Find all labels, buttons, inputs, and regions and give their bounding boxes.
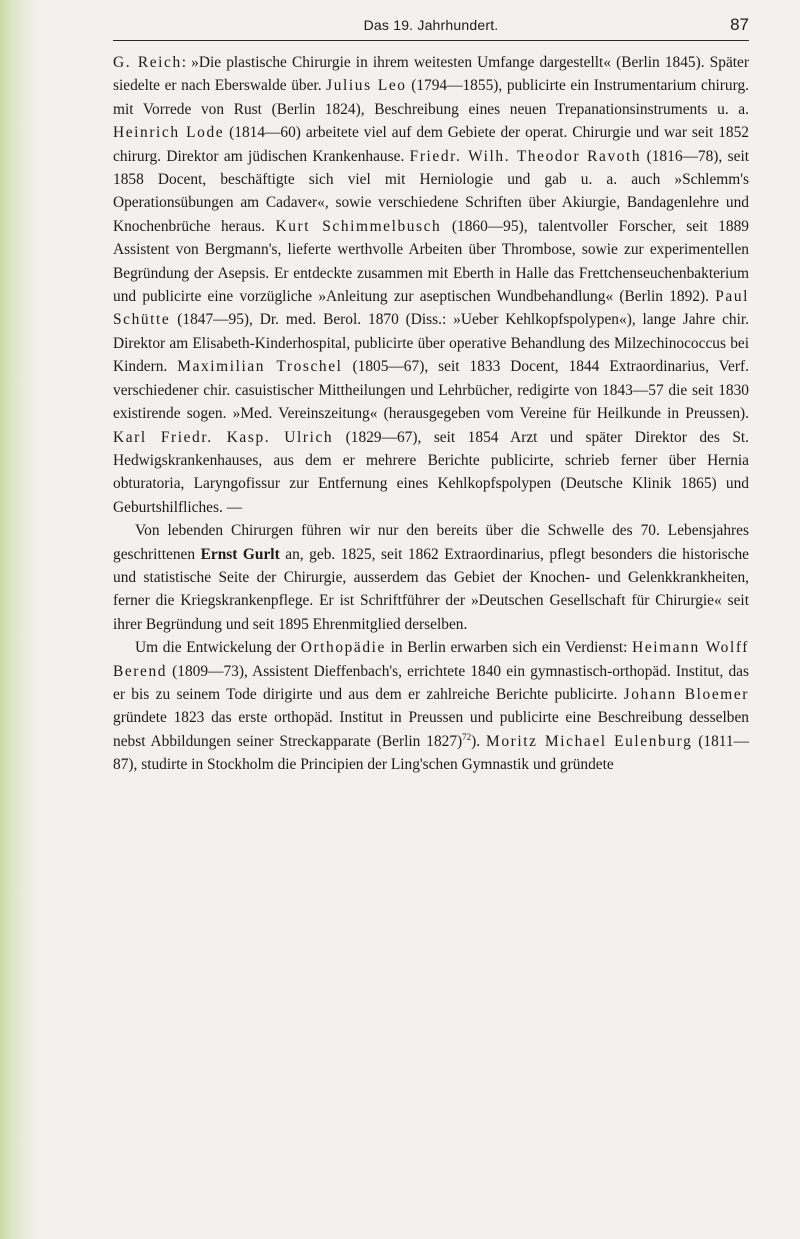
person-name: Kurt Schimmelbusch (275, 217, 442, 235)
person-name: Paul Schütte (113, 288, 749, 329)
person-name: Maximilian Troschel (177, 358, 343, 376)
paragraph-2 (113, 519, 749, 636)
text-run: (1814—60) arbeitete viel auf dem Gebiete der operat. Chirurgie und war seit 1852 chirurg. Direktor am jüdischen Krankenhause. (113, 124, 750, 165)
text-run: (1847—95), Dr. med. Berol. 1870 (Diss.: »Ueber Kehlkopfspolypen«), lange Jahre chir. Direktor am Elisabeth-Kinderhospital, publicirte über operative Behandlung des Milzechinococcus bei Kindern. (113, 311, 749, 376)
text-run: Um die Entwickelung der (135, 639, 301, 657)
text-run: (1811—87), studirte in Stockholm die Principien der Ling'schen Gymnastik und gründete (113, 732, 749, 774)
paragraph-3 (113, 636, 749, 776)
person-name: Julius Leo (326, 77, 407, 95)
text-run: Von lebenden Chirurgen führen wir nur den bereits über die Schwelle des 70. Lebensjahres geschrittenen (113, 522, 749, 563)
running-title: Das 19. Jahrhundert. (363, 17, 499, 33)
text-run: (1829—67), seit 1854 Arzt und später Direktor des St. Hedwigskrankenhauses, aus dem er mehrere Berichte publicirte, schrieb ferner über Hernia obturatoria, Laryngofissur zur Entfernung eines Kehlkopfspolypen (Deutsche Klinik 1865) und Geburtshilfliches. — (113, 428, 749, 516)
text-run: (1809—73), Assistent Dieffenbach's, errichtete 1840 ein gymnastisch-orthopäd. Institut, das er bis zu seinem Tode dirigirte und aus dem er zahlreiche Berichte publicirte. (113, 662, 749, 703)
book-page (113, 16, 749, 777)
text-run: ). (471, 732, 487, 750)
text-run: (1860—95), talentvoller Forscher, seit 1889 Assistent von Bergmann's, lieferte werthvolle Arbeiten über Thrombose, sowie zur experimentellen Begründung der Asepsis. Er entdeckte zusammen mit Eberth in Halle das Frettchenseuchenbakterium und publicirte eine vorzügliche »Anleitung zur aseptischen Wundbehandlung« (Berlin 1892). (113, 217, 749, 306)
text-run: (1794—1855), publicirte ein Instrumentarium chirurg. mit Vorrede von Rust (Berlin 1824), Beschreibung eines neuen Trepanationsinstruments u. a. (113, 77, 749, 118)
text-run: an, geb. 1825, seit 1862 Extraordinarius, pflegt besonders die historische und statistische Seite der Chirurgie, ausserdem das Gebiet der Knochen- und Gelenkkrankheiten, ferner die Kriegskrankenpflege. Er ist Schriftführer der »Deutschen Gesellschaft für Chirurgie« seit ihrer Begründung und seit 1895 Ehrenmitglied derselben. (113, 545, 749, 633)
person-name: G. Reich (113, 54, 182, 71)
text-run: in Berlin erwarben sich ein Verdienst: (385, 639, 633, 657)
footnote-ref: 72 (462, 731, 472, 742)
person-name: Friedr. Wilh. Theodor Ravoth (409, 147, 642, 165)
text-run: gründete 1823 das erste orthopäd. Institut in Preussen und publicirte eine Beschreibung desselben nebst Abbildungen seiner Streckapparate (Berlin 1827) (113, 709, 749, 750)
person-name: Heinrich Lode (113, 124, 225, 142)
text-run: (1816—78), seit 1858 Docent, beschäftigte sich viel mit Herniologie und gab u. a. auch »Schlemm's Operationsübungen am Cadaver«, sowie verschiedene Schriften über Akiurgie, Bandagenlehre und Knochenbrüche heraus. (113, 147, 750, 235)
person-name: Orthopädie (300, 639, 386, 657)
body-text (113, 51, 749, 777)
person-name: Karl Friedr. Kasp. Ulrich (113, 428, 334, 446)
person-name: Moritz Michael Eulenburg (486, 732, 693, 750)
paragraph-1 (113, 51, 749, 519)
person-name: Johann Bloemer (623, 685, 749, 703)
page-number: 87 (730, 15, 749, 34)
running-head (113, 16, 749, 41)
person-name-bold: Ernst Gurlt (200, 545, 280, 563)
text-run: (1805—67), seit 1833 Docent, 1844 Extraordinarius, Verf. verschiedener chir. casuistischer Mittheilungen und Lehrbücher, redigirte von 1843—57 die seit 1830 existirende sogen. »Med. Vereinszeitung« (herausgegeben vom Vereine für Heilkunde in Preussen). (113, 358, 749, 423)
text-run: : »Die plastische Chirurgie in ihrem weitesten Umfange dargestellt« (Berlin 1845). Später siedelte er nach Eberswalde über. (113, 54, 750, 95)
person-name: Heimann Wolff Berend (113, 639, 749, 680)
page-binding-shadow (0, 0, 42, 1239)
